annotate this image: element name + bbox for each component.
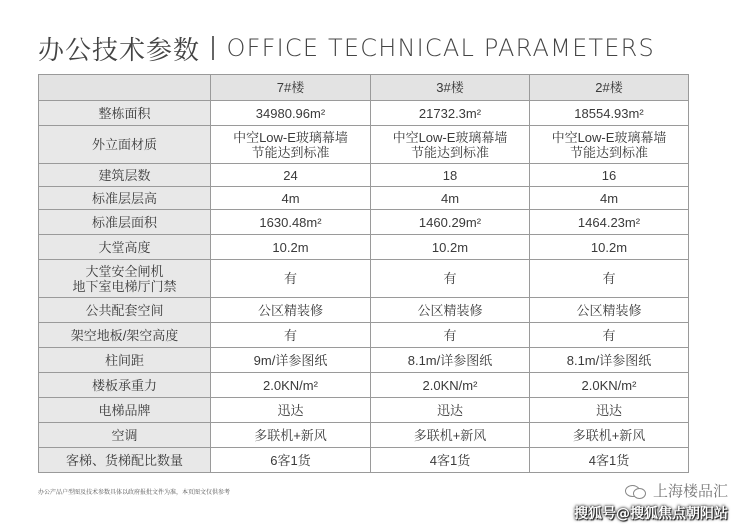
cell-value: 有 bbox=[530, 323, 689, 348]
cell-value: 2.0KN/m² bbox=[211, 373, 371, 398]
cell-value: 4m bbox=[371, 187, 530, 210]
cell-value: 1460.29m² bbox=[371, 210, 530, 235]
cell-value: 34980.96m² bbox=[211, 101, 371, 126]
cell-value: 有 bbox=[371, 260, 530, 298]
cell-value: 迅达 bbox=[371, 398, 530, 423]
cell-value: 有 bbox=[371, 323, 530, 348]
cell-value: 中空Low-E玻璃幕墙 节能达到标准 bbox=[530, 126, 689, 164]
table-row bbox=[39, 235, 689, 260]
row-label: 公共配套空间 bbox=[39, 298, 211, 323]
cell-value: 有 bbox=[211, 260, 371, 298]
watermark-source: 搜狐号@搜狐焦点朝阳站 bbox=[574, 506, 728, 522]
header-empty-cell bbox=[39, 75, 211, 101]
title-english: OFFICE TECHNICAL PARAMETERS bbox=[226, 34, 655, 62]
row-label: 标准层层高 bbox=[39, 187, 211, 210]
cell-value: 公区精装修 bbox=[530, 298, 689, 323]
table-row bbox=[39, 373, 689, 398]
wechat-icon bbox=[625, 483, 647, 499]
row-label: 大堂安全闸机 地下室电梯厅门禁 bbox=[39, 260, 211, 298]
table-row bbox=[39, 187, 689, 210]
cell-value: 多联机+新风 bbox=[530, 423, 689, 448]
cell-value: 4m bbox=[211, 187, 371, 210]
table-row bbox=[39, 398, 689, 423]
cell-value: 6客1货 bbox=[211, 448, 371, 473]
office-parameters-table bbox=[38, 74, 689, 473]
cell-value: 4客1货 bbox=[371, 448, 530, 473]
cell-value: 21732.3m² bbox=[371, 101, 530, 126]
cell-value: 16 bbox=[530, 164, 689, 187]
table-row bbox=[39, 348, 689, 373]
cell-value: 24 bbox=[211, 164, 371, 187]
cell-value: 1464.23m² bbox=[530, 210, 689, 235]
watermark-account: 上海楼品汇 bbox=[652, 482, 728, 500]
cell-value: 中空Low-E玻璃幕墙 节能达到标准 bbox=[211, 126, 371, 164]
footnote-disclaimer: 办公产品户型图及技术参数具体以政府报批文件为准，本页图文仅供参考 bbox=[38, 490, 231, 496]
table-row bbox=[39, 101, 689, 126]
table-row bbox=[39, 260, 689, 298]
cell-value: 8.1m/详参图纸 bbox=[530, 348, 689, 373]
row-label: 大堂高度 bbox=[39, 235, 211, 260]
column-header-building-7: 7#楼 bbox=[211, 75, 371, 101]
row-label: 整栋面积 bbox=[39, 101, 211, 126]
column-header-building-2: 2#楼 bbox=[530, 75, 689, 101]
row-label: 楼板承重力 bbox=[39, 373, 211, 398]
row-label: 架空地板/架空高度 bbox=[39, 323, 211, 348]
cell-value: 公区精装修 bbox=[211, 298, 371, 323]
page-header bbox=[38, 28, 655, 68]
row-label: 电梯品牌 bbox=[39, 398, 211, 423]
row-label: 建筑层数 bbox=[39, 164, 211, 187]
cell-value: 多联机+新风 bbox=[211, 423, 371, 448]
column-header-building-3: 3#楼 bbox=[371, 75, 530, 101]
cell-value: 4客1货 bbox=[530, 448, 689, 473]
table-row bbox=[39, 448, 689, 473]
table-row bbox=[39, 298, 689, 323]
cell-value: 2.0KN/m² bbox=[371, 373, 530, 398]
watermark-account-line bbox=[574, 480, 728, 501]
cell-value: 多联机+新风 bbox=[371, 423, 530, 448]
table-row bbox=[39, 164, 689, 187]
title-chinese: 办公技术参数 bbox=[38, 35, 201, 66]
table-row bbox=[39, 423, 689, 448]
watermark bbox=[574, 480, 728, 523]
cell-value: 1630.48m² bbox=[211, 210, 371, 235]
cell-value: 中空Low-E玻璃幕墙 节能达到标准 bbox=[371, 126, 530, 164]
row-label: 空调 bbox=[39, 423, 211, 448]
cell-value: 2.0KN/m² bbox=[530, 373, 689, 398]
row-label: 外立面材质 bbox=[39, 126, 211, 164]
table-row bbox=[39, 323, 689, 348]
cell-value: 10.2m bbox=[371, 235, 530, 260]
cell-value: 迅达 bbox=[530, 398, 689, 423]
table-header-row bbox=[39, 75, 689, 101]
title-divider bbox=[212, 36, 214, 60]
cell-value: 4m bbox=[530, 187, 689, 210]
cell-value: 18 bbox=[371, 164, 530, 187]
table-row bbox=[39, 210, 689, 235]
cell-value: 8.1m/详参图纸 bbox=[371, 348, 530, 373]
cell-value: 公区精装修 bbox=[371, 298, 530, 323]
row-label: 客梯、货梯配比数量 bbox=[39, 448, 211, 473]
cell-value: 10.2m bbox=[530, 235, 689, 260]
cell-value: 有 bbox=[211, 323, 371, 348]
table-row bbox=[39, 126, 689, 164]
cell-value: 18554.93m² bbox=[530, 101, 689, 126]
cell-value: 有 bbox=[530, 260, 689, 298]
cell-value: 10.2m bbox=[211, 235, 371, 260]
row-label: 柱间距 bbox=[39, 348, 211, 373]
row-label: 标准层面积 bbox=[39, 210, 211, 235]
cell-value: 9m/详参图纸 bbox=[211, 348, 371, 373]
cell-value: 迅达 bbox=[211, 398, 371, 423]
